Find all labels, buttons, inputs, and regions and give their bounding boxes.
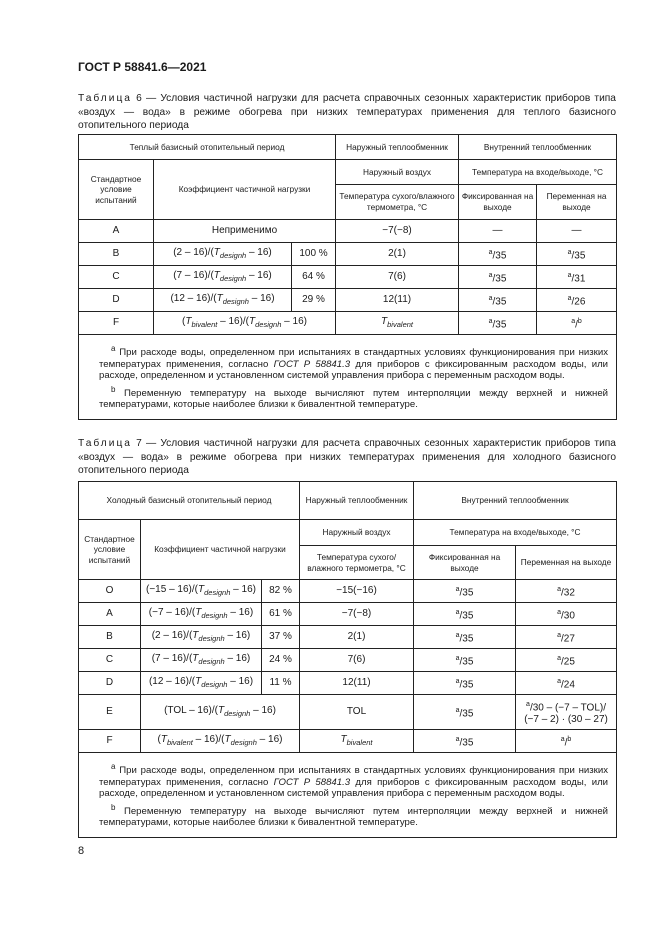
table6-cell-condition: B xyxy=(79,243,154,266)
table7-cell-outdoor-air: $T_{bivalent}$ xyxy=(300,730,414,753)
table7-cell-condition: A xyxy=(79,603,141,626)
table6-cell-outdoor-air: $T_{bivalent}$ xyxy=(336,312,459,335)
table6-cell-variable-outlet: — xyxy=(537,220,617,243)
table7-cell-coefficient: $(-15 - 16)/(T_{designh} - 16)$ xyxy=(141,580,262,603)
table6-note-a: $^а$ При расходе воды, определенном при испытаниях в стандартных условиях функционирования при низких температурах применения, согласно ГОСТ Р 58841.3 для приборов с фиксированным расходом воды, или расходе, определенном и установленном системой управления прибора с переменным расходом воды. xyxy=(99,344,609,382)
page-number: 8 xyxy=(78,845,85,857)
table6-row xyxy=(79,243,617,266)
table7-cell-variable-outlet: $^a$/30 xyxy=(516,603,617,626)
table7-cell-outdoor-air: −15(−16) xyxy=(300,580,414,603)
table6-cell-coefficient: Неприменимо xyxy=(154,220,336,243)
table7-cell-fixed-outlet: $^a$/35 xyxy=(414,695,516,730)
table7-note-a: $^а$ При расходе воды, определенном при испытаниях в стандартных условиях функционирования при низких температурах применения, согласно ГОСТ Р 58841.3 для приборов с фиксированным расходом воды, или расходе, определенном и установленном системой управления прибора с переменным расходом воды. xyxy=(99,762,609,800)
table6-caption xyxy=(78,92,616,133)
table6-cell-coefficient: $(T_{bivalent} - 16)/(T_{designh} - 16)$ xyxy=(154,312,336,335)
table7-header-plr: Коэффициент частичной нагрузки xyxy=(141,520,300,580)
table6-header-var-out: Переменная на выходе xyxy=(537,185,617,220)
table6-row xyxy=(79,266,617,289)
table7-cell-outdoor-air: −7(−8) xyxy=(300,603,414,626)
table7-cell-percent: 82 % xyxy=(262,580,300,603)
table6-caption-text: — Условия частичной нагрузки для расчета справочных сезонных характеристик приборов типа «воздух — вода» в режиме обогрева при низких температурах применения для теплого базисного отопительного периода xyxy=(78,93,616,132)
table6-cell-fixed-outlet: — xyxy=(459,220,537,243)
table7-cell-condition: F xyxy=(79,730,141,753)
table7-row xyxy=(79,649,617,672)
table7-cell-percent: 11 % xyxy=(262,672,300,695)
table6-row xyxy=(79,312,617,335)
table6-cell-fixed-outlet: $^a$/35 xyxy=(459,243,537,266)
table7-cell-condition: C xyxy=(79,649,141,672)
table7-cell-variable-outlet: $^a$/30 – (−7 – TOL)/ (−7 – 2) · (30 – 27) xyxy=(516,695,617,730)
table6-cell-variable-outlet: $^a$/31 xyxy=(537,266,617,289)
table7-header-outdoor-hx: Наружный теплообменник xyxy=(300,482,414,520)
table7-cell-condition: O xyxy=(79,580,141,603)
table7-cell-fixed-outlet: $^a$/35 xyxy=(414,603,516,626)
table6-header-outdoor-hx: Наружный теплообменник xyxy=(336,135,459,160)
table6-cell-fixed-outlet: $^a$/35 xyxy=(459,289,537,312)
table6-cell-percent: 100 % xyxy=(292,243,336,266)
table6-header-drybulb: Температура сухого/влажного термометра, °С xyxy=(336,185,459,220)
table6-caption-word: Таблица xyxy=(78,93,132,104)
table6-cell-coefficient: $(2 - 16)/(T_{designh} - 16)$ xyxy=(154,243,292,266)
table7-note-b: $^b$ Переменную температуру на выходе вычисляют путем интерполяции между верхней и нижней температурами, которые наиболее близки к бивалентной температуре. xyxy=(99,802,609,829)
table6-cell-outdoor-air: 12(11) xyxy=(336,289,459,312)
table7-cell-variable-outlet: $^a$/27 xyxy=(516,626,617,649)
table7-row xyxy=(79,730,617,753)
table7-cell-coefficient: $(-7 - 16)/(T_{designh} - 16)$ xyxy=(141,603,262,626)
table7-cell-variable-outlet: $^a$/24 xyxy=(516,672,617,695)
table7-caption-text: — Условия частичной нагрузки для расчета справочных сезонных характеристик приборов типа «воздух — вода» в режиме обогрева при низких температурах применения для холодного базисного отопительного периода xyxy=(78,438,616,477)
table7-cell-fixed-outlet: $^a$/35 xyxy=(414,672,516,695)
table7-header-var-out: Переменная на выходе xyxy=(516,546,617,580)
table7-cell-coefficient: $(7 - 16)/(T_{designh} - 16)$ xyxy=(141,649,262,672)
table6-row xyxy=(79,289,617,312)
table7-cell-variable-outlet: $^a$/25 xyxy=(516,649,617,672)
table6-header-indoor-hx: Внутренний теплообменник xyxy=(459,135,617,160)
table7-header-temp-inout: Температура на входе/выходе, °С xyxy=(414,520,617,546)
table7-cell-outdoor-air: 12(11) xyxy=(300,672,414,695)
table7-cell-condition: B xyxy=(79,626,141,649)
table7-cell-coefficient: $(12 - 16)/(T_{designh} - 16)$ xyxy=(141,672,262,695)
table7-cell-variable-outlet: $^a$/32 xyxy=(516,580,617,603)
table7-header-drybulb: Температура сухого/влажного термометра, °С xyxy=(300,546,414,580)
table7-row xyxy=(79,672,617,695)
table7-cell-fixed-outlet: $^a$/35 xyxy=(414,626,516,649)
table6-row xyxy=(79,220,617,243)
table7-header-period: Холодный базисный отопительный период xyxy=(79,482,300,520)
table6-cell-outdoor-air: 2(1) xyxy=(336,243,459,266)
table7-cell-fixed-outlet: $^a$/35 xyxy=(414,649,516,672)
table6-header-std-condition: Стандартное условие испытаний xyxy=(79,160,154,220)
table6-cell-outdoor-air: 7(6) xyxy=(336,266,459,289)
table6-cell-variable-outlet: $^a$/$^b$ xyxy=(537,312,617,335)
table6-note-b: $^b$ Переменную температуру на выходе вычисляют путем интерполяции между верхней и нижней температурами, которые наиболее близки к бивалентной температуре. xyxy=(99,384,609,411)
table6-header-fixed-out: Фиксированная на выходе xyxy=(459,185,537,220)
table6-cell-variable-outlet: $^a$/35 xyxy=(537,243,617,266)
table6-header-period: Теплый базисный отопительный период xyxy=(79,135,336,160)
table7-cell-outdoor-air: TOL xyxy=(300,695,414,730)
table6-cell-fixed-outlet: $^a$/35 xyxy=(459,312,537,335)
table7-cell-coefficient: $(2 - 16)/(T_{designh} - 16)$ xyxy=(141,626,262,649)
table7-row xyxy=(79,695,617,730)
table6-footnotes xyxy=(79,335,617,420)
table7-cell-percent: 61 % xyxy=(262,603,300,626)
table7-cell-condition: D xyxy=(79,672,141,695)
table7-row xyxy=(79,603,617,626)
table7-cell-percent: 24 % xyxy=(262,649,300,672)
table7-header-outdoor-air: Наружный воздух xyxy=(300,520,414,546)
table6-cell-percent: 29 % xyxy=(292,289,336,312)
table7-cell-fixed-outlet: $^a$/35 xyxy=(414,730,516,753)
table6-header-plr: Коэффициент частичной нагрузки xyxy=(154,160,336,220)
table7-cell-outdoor-air: 2(1) xyxy=(300,626,414,649)
table7 xyxy=(78,481,617,838)
table6-cell-coefficient: $(7 - 16)/(T_{designh} - 16)$ xyxy=(154,266,292,289)
table7-cell-condition: E xyxy=(79,695,141,730)
table6-header-temp-inout: Температура на входе/выходе, °С xyxy=(459,160,617,185)
table6 xyxy=(78,134,617,420)
table6-cell-variable-outlet: $^a$/26 xyxy=(537,289,617,312)
table7-cell-percent: 37 % xyxy=(262,626,300,649)
table6-cell-outdoor-air: −7(−8) xyxy=(336,220,459,243)
table7-header-indoor-hx: Внутренний теплообменник xyxy=(414,482,617,520)
table6-cell-percent: 64 % xyxy=(292,266,336,289)
table7-caption-word: Таблица xyxy=(78,438,132,449)
table6-cell-condition: C xyxy=(79,266,154,289)
table7-cell-coefficient: $(TOL - 16)/(T_{designh} - 16)$ xyxy=(141,695,300,730)
table7-cell-variable-outlet: $^a$/$^b$ xyxy=(516,730,617,753)
table6-caption-number: 6 xyxy=(136,93,142,104)
table7-header-std-condition: Стандартное условие испытаний xyxy=(79,520,141,580)
table7-header-fixed-out: Фиксированная на выходе xyxy=(414,546,516,580)
table7-cell-outdoor-air: 7(6) xyxy=(300,649,414,672)
table7-footnotes xyxy=(79,753,617,838)
table7-caption-number: 7 xyxy=(136,438,142,449)
table7-cell-fixed-outlet: $^a$/35 xyxy=(414,580,516,603)
table7-row xyxy=(79,626,617,649)
table6-cell-condition: A xyxy=(79,220,154,243)
table6-header-outdoor-air: Наружный воздух xyxy=(336,160,459,185)
document-id: ГОСТ Р 58841.6—2021 xyxy=(78,60,207,74)
table6-cell-fixed-outlet: $^a$/35 xyxy=(459,266,537,289)
table6-cell-coefficient: $(12 - 16)/(T_{designh} - 16)$ xyxy=(154,289,292,312)
table6-cell-condition: F xyxy=(79,312,154,335)
table7-caption xyxy=(78,437,616,478)
table7-cell-coefficient: $(T_{bivalent} - 16)/(T_{designh} - 16)$ xyxy=(141,730,300,753)
table7-row xyxy=(79,580,617,603)
table6-cell-condition: D xyxy=(79,289,154,312)
